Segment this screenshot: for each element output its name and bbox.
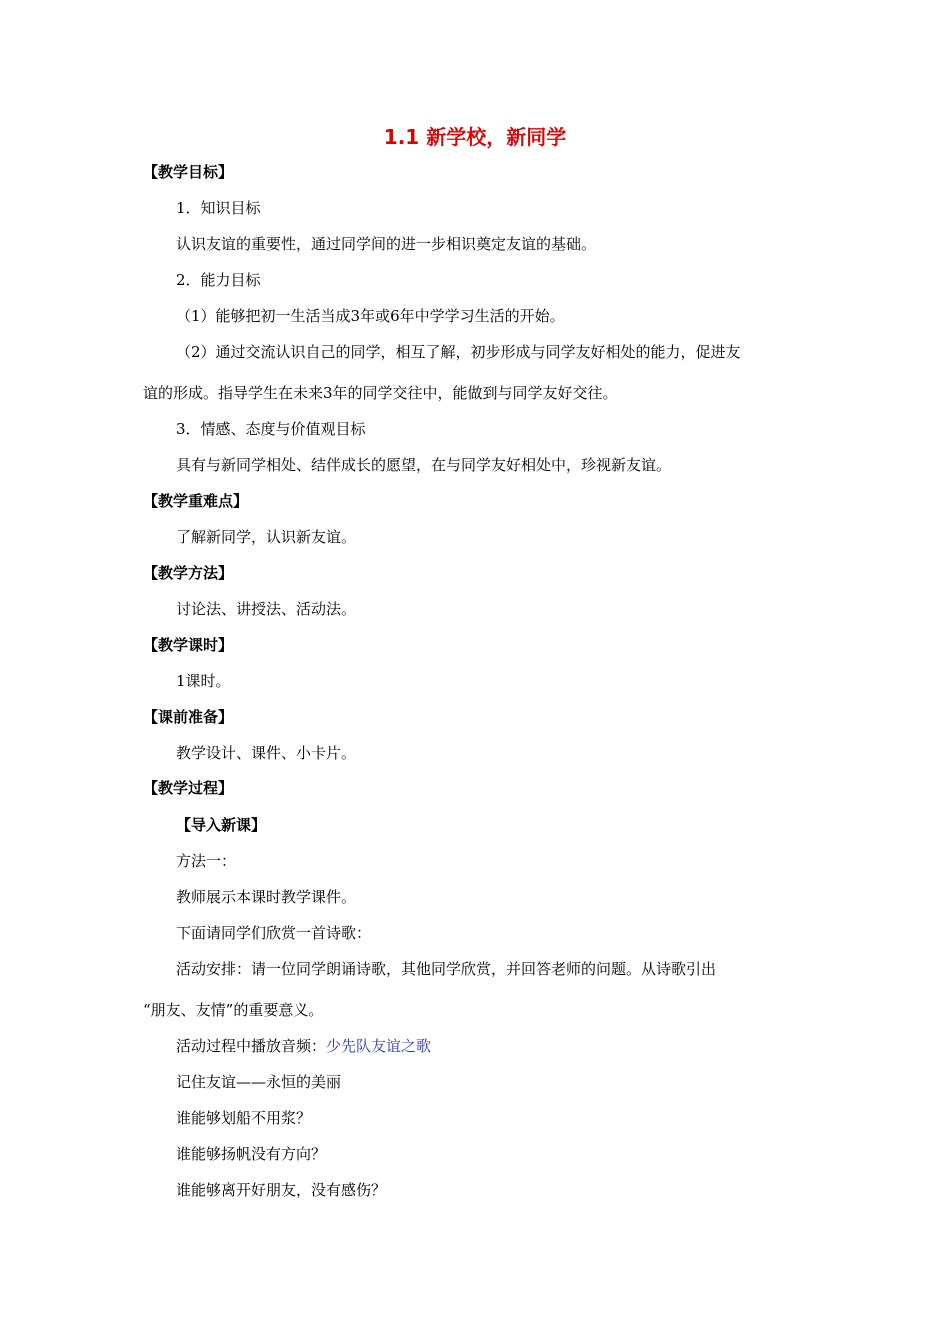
audio-link[interactable]: 少先队友谊之歌 bbox=[326, 1037, 432, 1055]
heading-objectives: 【教学目标】 bbox=[143, 163, 234, 181]
poem-line-3: 谁能够扬帆没有方向？ bbox=[176, 1145, 327, 1163]
audio-line bbox=[176, 1035, 431, 1057]
ability-item-2-line-2: 谊的形成。指导学生在未来3年的同学交往中，能做到与同学友好交往。 bbox=[143, 384, 618, 402]
heading-hours: 【教学课时】 bbox=[143, 636, 234, 654]
ability-item-2-line-1: （2）通过交流认识自己的同学，相互了解，初步形成与同学友好相处的能力，促进友 bbox=[176, 343, 741, 361]
emotion-goal-text: 具有与新同学相处、结伴成长的愿望，在与同学友好相处中，珍视新友谊。 bbox=[176, 456, 672, 474]
heading-process: 【教学过程】 bbox=[143, 779, 234, 797]
heading-methods: 【教学方法】 bbox=[143, 564, 234, 582]
prep-text: 教学设计、课件、小卡片。 bbox=[176, 744, 357, 762]
emotion-goal-label: 3．情感、态度与价值观目标 bbox=[176, 420, 366, 438]
poem-line-1: 记住友谊——永恒的美丽 bbox=[176, 1073, 342, 1091]
hours-text: 1课时。 bbox=[176, 672, 231, 690]
activity-line-2: “朋友、友情”的重要意义。 bbox=[143, 1001, 324, 1019]
show-courseware-text: 教师展示本课时教学课件。 bbox=[176, 888, 357, 906]
heading-prep: 【课前准备】 bbox=[143, 708, 234, 726]
method-one-label: 方法一： bbox=[176, 852, 237, 870]
key-points-text: 了解新同学，认识新友谊。 bbox=[176, 528, 357, 546]
heading-key-points: 【教学重难点】 bbox=[143, 492, 249, 510]
poem-line-4: 谁能够离开好朋友，没有感伤？ bbox=[176, 1181, 387, 1199]
methods-text: 讨论法、讲授法、活动法。 bbox=[176, 600, 357, 618]
activity-line-1: 活动安排：请一位同学朗诵诗歌，其他同学欣赏，并回答老师的问题。从诗歌引出 bbox=[176, 960, 717, 978]
audio-prefix: 活动过程中播放音频： bbox=[176, 1037, 327, 1055]
knowledge-goal-label: 1．知识目标 bbox=[176, 199, 261, 217]
poem-line-2: 谁能够划船不用浆？ bbox=[176, 1109, 312, 1127]
knowledge-goal-text: 认识友谊的重要性，通过同学间的进一步相识奠定友谊的基础。 bbox=[176, 235, 597, 253]
ability-item-1: （1）能够把初一生活当成3年或6年中学学习生活的开始。 bbox=[176, 307, 565, 325]
page-title: 1.1 新学校，新同学 bbox=[383, 125, 567, 149]
poem-intro-text: 下面请同学们欣赏一首诗歌： bbox=[176, 924, 372, 942]
ability-goal-label: 2．能力目标 bbox=[176, 271, 261, 289]
heading-intro: 【导入新课】 bbox=[176, 816, 267, 834]
